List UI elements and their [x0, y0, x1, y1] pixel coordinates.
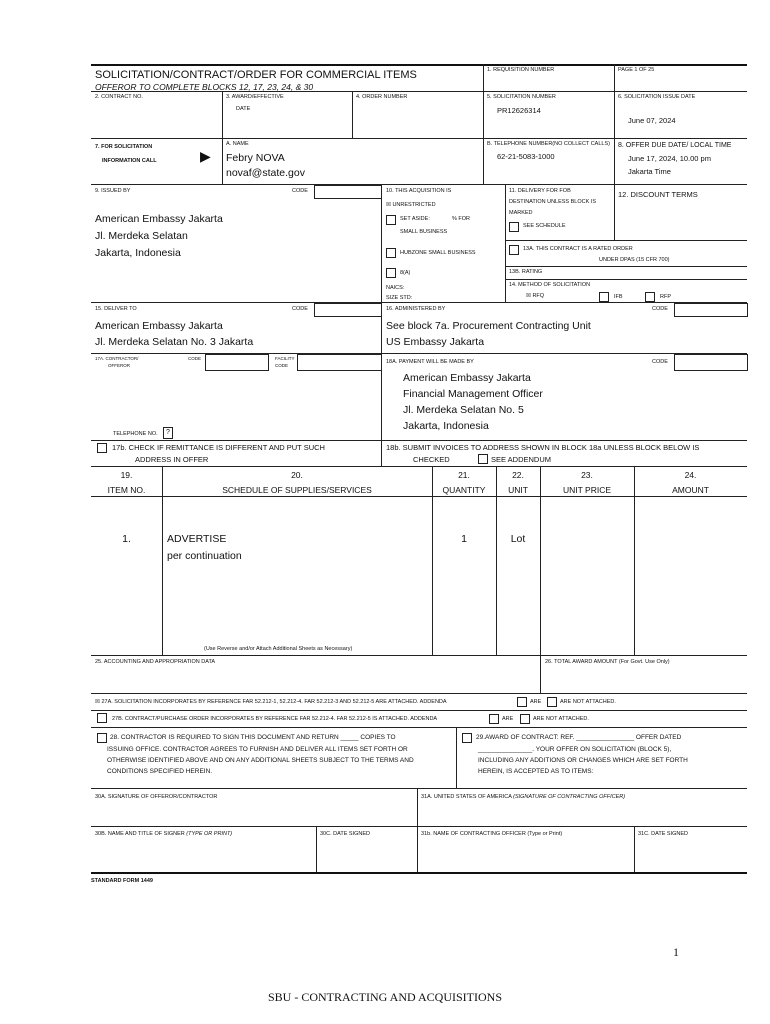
vline-30b-30c	[316, 826, 317, 872]
b10-unrestricted: ☒ UNRESTRICTED	[386, 202, 436, 208]
b28-checkbox[interactable]	[97, 733, 107, 743]
b25-label: 25. ACCOUNTING AND APPROPRIATION DATA	[95, 659, 216, 665]
b18a-line3: Jl. Merdeka Selatan No. 5	[403, 404, 524, 416]
b17a-code-label: CODE	[188, 356, 202, 361]
b11-see: SEE SCHEDULE	[523, 223, 566, 229]
b5-value: PR12626314	[497, 106, 541, 115]
b28-line2: ISSUING OFFICE. CONTRACTOR AGREES TO FURNISH AND DELIVER ALL ITEMS SET FORTH OR	[107, 746, 408, 753]
b31a-label	[421, 794, 625, 801]
line-27a-bottom	[91, 710, 747, 711]
b16-line2: US Embassy Jakarta	[386, 336, 485, 348]
b14-rfq: ☒ RFQ	[526, 293, 545, 299]
vline-row1-b	[614, 64, 615, 91]
b7a-name: Febry NOVA	[226, 152, 285, 164]
b18b-see-checkbox[interactable]	[478, 454, 488, 464]
b30b-label-text: 30B. NAME AND TITLE OF SIGNER	[95, 831, 185, 837]
b7a-email: novaf@state.gov	[226, 167, 305, 179]
line-row7-bottom	[91, 466, 747, 467]
b10-8a-checkbox[interactable]	[386, 268, 396, 278]
vline-row2-a	[222, 91, 223, 184]
b10-size: SIZE STD:	[386, 295, 413, 301]
b30c-label: 30C. DATE SIGNED	[320, 831, 371, 837]
line-row4-bottom	[91, 302, 747, 303]
b2-label: 2. CONTRACT NO.	[95, 94, 143, 100]
col22-num: 22.	[512, 470, 524, 480]
b31a-label-italic: (SIGNATURE OF CONTRACTING OFFICER)	[513, 794, 626, 800]
facility-label1: FACILITY	[275, 356, 295, 361]
b18a-label: 18A. PAYMENT WILL BE MADE BY	[386, 359, 474, 365]
b4-label: 4. ORDER NUMBER	[356, 94, 408, 100]
b27a-are-checkbox[interactable]	[517, 697, 527, 707]
reverse-note: (Use Reverse and/or Attach Additional Sheets as Necessary)	[204, 646, 353, 652]
b11-label3: MARKED	[509, 210, 533, 216]
b18a-code-label: CODE	[652, 359, 668, 365]
vline-row2-b	[352, 91, 353, 138]
b14-ifb: IFB	[614, 294, 623, 300]
b15-label: 15. DELIVER TO	[95, 306, 137, 312]
b10-hubzone: HUBZONE SMALL BUSINESS	[400, 250, 476, 256]
footer-text: SBU - CONTRACTING AND ACQUISITIONS	[267, 990, 502, 1004]
line-row3-bottom	[91, 184, 747, 185]
b27a-are: ARE	[530, 699, 542, 705]
b29-line4: HEREIN, IS ACCEPTED AS TO ITEMS:	[478, 768, 594, 775]
vline-b11-b12	[614, 184, 615, 240]
col19-num: 19.	[120, 470, 133, 480]
b1-label: 1. REQUISITION NUMBER	[487, 67, 555, 73]
line-b11-b13a	[505, 240, 747, 241]
b16-code-field[interactable]	[674, 303, 748, 317]
telephone-field[interactable]: ?	[163, 427, 173, 439]
b17b-checkbox[interactable]	[97, 443, 107, 453]
vline-row2-c	[483, 91, 484, 184]
facility-label2: CODE	[275, 363, 289, 368]
b15-line2: Jl. Merdeka Selatan No. 3 Jakarta	[95, 336, 254, 348]
line-27b-bottom	[91, 727, 747, 728]
b7-arrow-icon: ▶	[200, 148, 211, 164]
b17a-label2: OFFEROR	[108, 363, 130, 368]
b10-setaside: SET ASIDE:	[400, 216, 430, 222]
col20-num: 20.	[291, 470, 303, 480]
line-b13b-b14	[505, 279, 747, 280]
page-label: PAGE 1 OF 25	[618, 67, 655, 73]
b8-value1: June 17, 2024, 10.00 pm	[628, 154, 711, 163]
vline-b9-b10	[381, 184, 382, 466]
b27b-are-not: ARE NOT ATTACHED.	[533, 716, 589, 722]
b31c-label: 31C. DATE SIGNED	[638, 831, 689, 837]
b15-code-field[interactable]	[314, 303, 382, 317]
col21-label: QUANTITY	[442, 485, 486, 495]
b15-line1: American Embassy Jakarta	[95, 320, 223, 332]
col19-label: ITEM NO.	[107, 485, 146, 495]
b14-label: 14. METHOD OF SOLICITATION	[509, 282, 591, 288]
b13a-checkbox[interactable]	[509, 245, 519, 255]
b17b-text2: ADDRESS IN OFFER	[135, 455, 209, 464]
form-title: SOLICITATION/CONTRACT/ORDER FOR COMMERCIAL ITEMS	[95, 69, 417, 81]
b6-value: June 07, 2024	[628, 116, 676, 125]
sf-label: STANDARD FORM 1449	[91, 878, 153, 884]
b15-code-label: CODE	[292, 306, 308, 312]
vline-28-29	[456, 727, 457, 788]
b27a-text: ☒ 27A. SOLICITATION INCORPORATES BY REFERENCE FAR 52.212-1, 52.212-4. FAR 52.212-3 AND 52.212-5 ARE ATTACHED. ADDENDA	[95, 699, 447, 705]
b3-label: 3. AWARD/EFFECTIVE	[226, 94, 284, 100]
col24-label: AMOUNT	[672, 485, 709, 495]
b14-rfp-checkbox[interactable]	[645, 292, 655, 302]
b18a-line4: Jakarta, Indonesia	[403, 420, 489, 432]
vline-col22	[540, 466, 541, 693]
b17a-code-field[interactable]	[205, 354, 269, 371]
b13b-label: 13B. RATING	[509, 269, 543, 275]
b9-code-field[interactable]	[314, 185, 382, 199]
b14-ifb-checkbox[interactable]	[599, 292, 609, 302]
col21-num: 21.	[458, 470, 470, 480]
item-unit: Lot	[510, 533, 526, 545]
bottom-border	[91, 872, 747, 874]
b10-setaside-checkbox[interactable]	[386, 215, 396, 225]
b27a-are-not-checkbox[interactable]	[547, 697, 557, 707]
top-border	[91, 64, 747, 66]
b27b-are: ARE	[502, 716, 514, 722]
b9-line3: Jakarta, Indonesia	[95, 247, 181, 259]
b7a-label: A. NAME	[226, 141, 249, 147]
b6-label: 6. SOLICITATION ISSUE DATE	[618, 94, 696, 100]
b29-line3: INCLUDING ANY ADDITIONS OR CHANGES WHICH ARE SET FORTH	[478, 757, 688, 764]
col20-label: SCHEDULE OF SUPPLIES/SERVICES	[222, 485, 372, 495]
b8-value2: Jakarta Time	[628, 167, 671, 176]
b3-label2: DATE	[236, 106, 251, 112]
b18b-see: SEE ADDENDUM	[491, 455, 552, 464]
b10-naics: NAICS:	[386, 285, 405, 291]
b30b-label-italic: (TYPE OR PRINT)	[186, 831, 233, 837]
b11-label1: 11. DELIVERY FOR FOB	[509, 188, 571, 194]
b18b-text2: CHECKED	[413, 455, 450, 464]
item-desc1: ADVERTISE	[167, 533, 227, 545]
b18a-code-field[interactable]	[674, 354, 748, 371]
b16-label: 16. ADMINISTERED BY	[386, 306, 446, 312]
b27a-are-not: ARE NOT ATTACHED.	[560, 699, 616, 705]
b10-small: SMALL BUSINESS	[400, 229, 448, 235]
line-b13a-b13b	[505, 266, 747, 267]
b7-label2: INFORMATION CALL	[102, 158, 157, 164]
col23-num: 23.	[581, 470, 593, 480]
b9-line1: American Embassy Jakarta	[95, 213, 223, 225]
item-desc2: per continuation	[167, 550, 242, 562]
page-number: 1	[673, 945, 679, 959]
line-row5-bottom	[91, 353, 747, 354]
b9-label: 9. ISSUED BY	[95, 188, 131, 194]
b18b-text1: 18b. SUBMIT INVOICES TO ADDRESS SHOWN IN BLOCK 18a UNLESS BLOCK BELOW IS	[386, 443, 700, 452]
b31b-label: 31b. NAME OF CONTRACTING OFFICER (Type or Print)	[421, 831, 563, 837]
b27b-text: 27B. CONTRACT/PURCHASE ORDER INCORPORATES BY REFERENCE FAR 52.212-4. FAR 52.212-5 IS ATTACHED. ADDENDA	[112, 716, 438, 722]
b18a-line2: Financial Management Officer	[403, 388, 543, 400]
b28-line3: OTHERWISE IDENTIFIED ABOVE AND ON ANY ADDITIONAL SHEETS SUBJECT TO THE TERMS AND	[107, 757, 414, 764]
b26-label: 26. TOTAL AWARD AMOUNT (For Govt. Use Only)	[545, 659, 670, 665]
b30b-label	[95, 831, 232, 838]
form-subtitle: OFFEROR TO COMPLETE BLOCKS 12, 17, 23, 24, & 30	[95, 82, 314, 92]
facility-code-field[interactable]	[297, 354, 382, 371]
b12-label: 12. DISCOUNT TERMS	[618, 190, 698, 199]
vline-b10-b11	[505, 184, 506, 302]
b10-pct: % FOR	[452, 216, 471, 222]
b27b-are-not-checkbox[interactable]	[520, 714, 530, 724]
item-no: 1.	[122, 533, 131, 545]
line-25-bottom	[91, 693, 747, 694]
b16-code-label: CODE	[652, 306, 668, 312]
b11-see-checkbox[interactable]	[509, 222, 519, 232]
b17a-label1: 17A. CONTRACTOR/	[95, 356, 139, 361]
line-row2-bottom	[91, 138, 747, 139]
b29-checkbox[interactable]	[462, 733, 472, 743]
col23-label: UNIT PRICE	[562, 485, 612, 495]
line-colhead-bottom	[91, 496, 747, 497]
b13a-label2: UNDER DPAS (15 CFR 700)	[599, 257, 670, 263]
vline-row2-d	[614, 91, 615, 184]
b17b-text1: 17b. CHECK IF REMITTANCE IS DIFFERENT AND PUT SUCH	[112, 443, 325, 452]
col24-num: 24.	[684, 470, 697, 480]
vline-31b-31c	[634, 826, 635, 872]
b27b-are-checkbox[interactable]	[489, 714, 499, 724]
b27b-checkbox[interactable]	[97, 713, 107, 723]
line-row6-bottom	[91, 440, 747, 441]
b8-label: 8. OFFER DUE DATE/ LOCAL TIME	[618, 142, 732, 149]
b14-rfp: RFP	[660, 294, 671, 300]
col22-label: UNIT	[508, 485, 528, 495]
b18a-line1: American Embassy Jakarta	[403, 372, 531, 384]
b31a-label-text: 31A. UNITED STATES OF AMERICA	[421, 794, 512, 800]
line-28-bottom	[91, 788, 747, 789]
b11-label2: DESTINATION UNLESS BLOCK IS	[509, 199, 597, 205]
b5-label: 5. SOLICITATION NUMBER	[487, 94, 556, 100]
b13a-label: 13A. THIS CONTRACT IS A RATED ORDER	[523, 246, 633, 252]
vline-30-31	[417, 788, 418, 872]
b29-line1: 29.AWARD OF CONTRACT: REF. ________________ OFFER DATED	[476, 734, 682, 741]
telephone-label: TELEPHONE NO.	[113, 431, 158, 437]
item-qty: 1	[461, 533, 467, 545]
vline-row1-a	[483, 64, 484, 91]
b30a-label: 30A. SIGNATURE OF OFFEROR/CONTRACTOR	[95, 794, 218, 800]
line-30a-bottom	[91, 826, 747, 827]
b7b-value: 62-21-5083-1000	[497, 152, 555, 161]
b28-line1: 28. CONTRACTOR IS REQUIRED TO SIGN THIS DOCUMENT AND RETURN _____ COPIES TO	[110, 734, 396, 741]
b16-line1: See block 7a. Procurement Contracting Unit	[386, 320, 591, 332]
b10-label: 10. THIS ACQUISITION IS	[386, 188, 452, 194]
b9-code-label: CODE	[292, 188, 308, 194]
b10-hubzone-checkbox[interactable]	[386, 248, 396, 258]
b10-8a: 8(A)	[400, 270, 411, 276]
b7b-label: B. TELEPHONE NUMBER(NO COLLECT CALLS)	[487, 141, 610, 147]
b28-line4: CONDITIONS SPECIFIED HEREIN.	[107, 768, 213, 775]
line-items-bottom	[91, 655, 747, 656]
b29-line2: _______________. YOUR OFFER ON SOLICITATION (BLOCK 5),	[478, 746, 672, 753]
b9-line2: Jl. Merdeka Selatan	[95, 230, 188, 242]
b7-label: 7. FOR SOLICITATION	[95, 144, 153, 150]
